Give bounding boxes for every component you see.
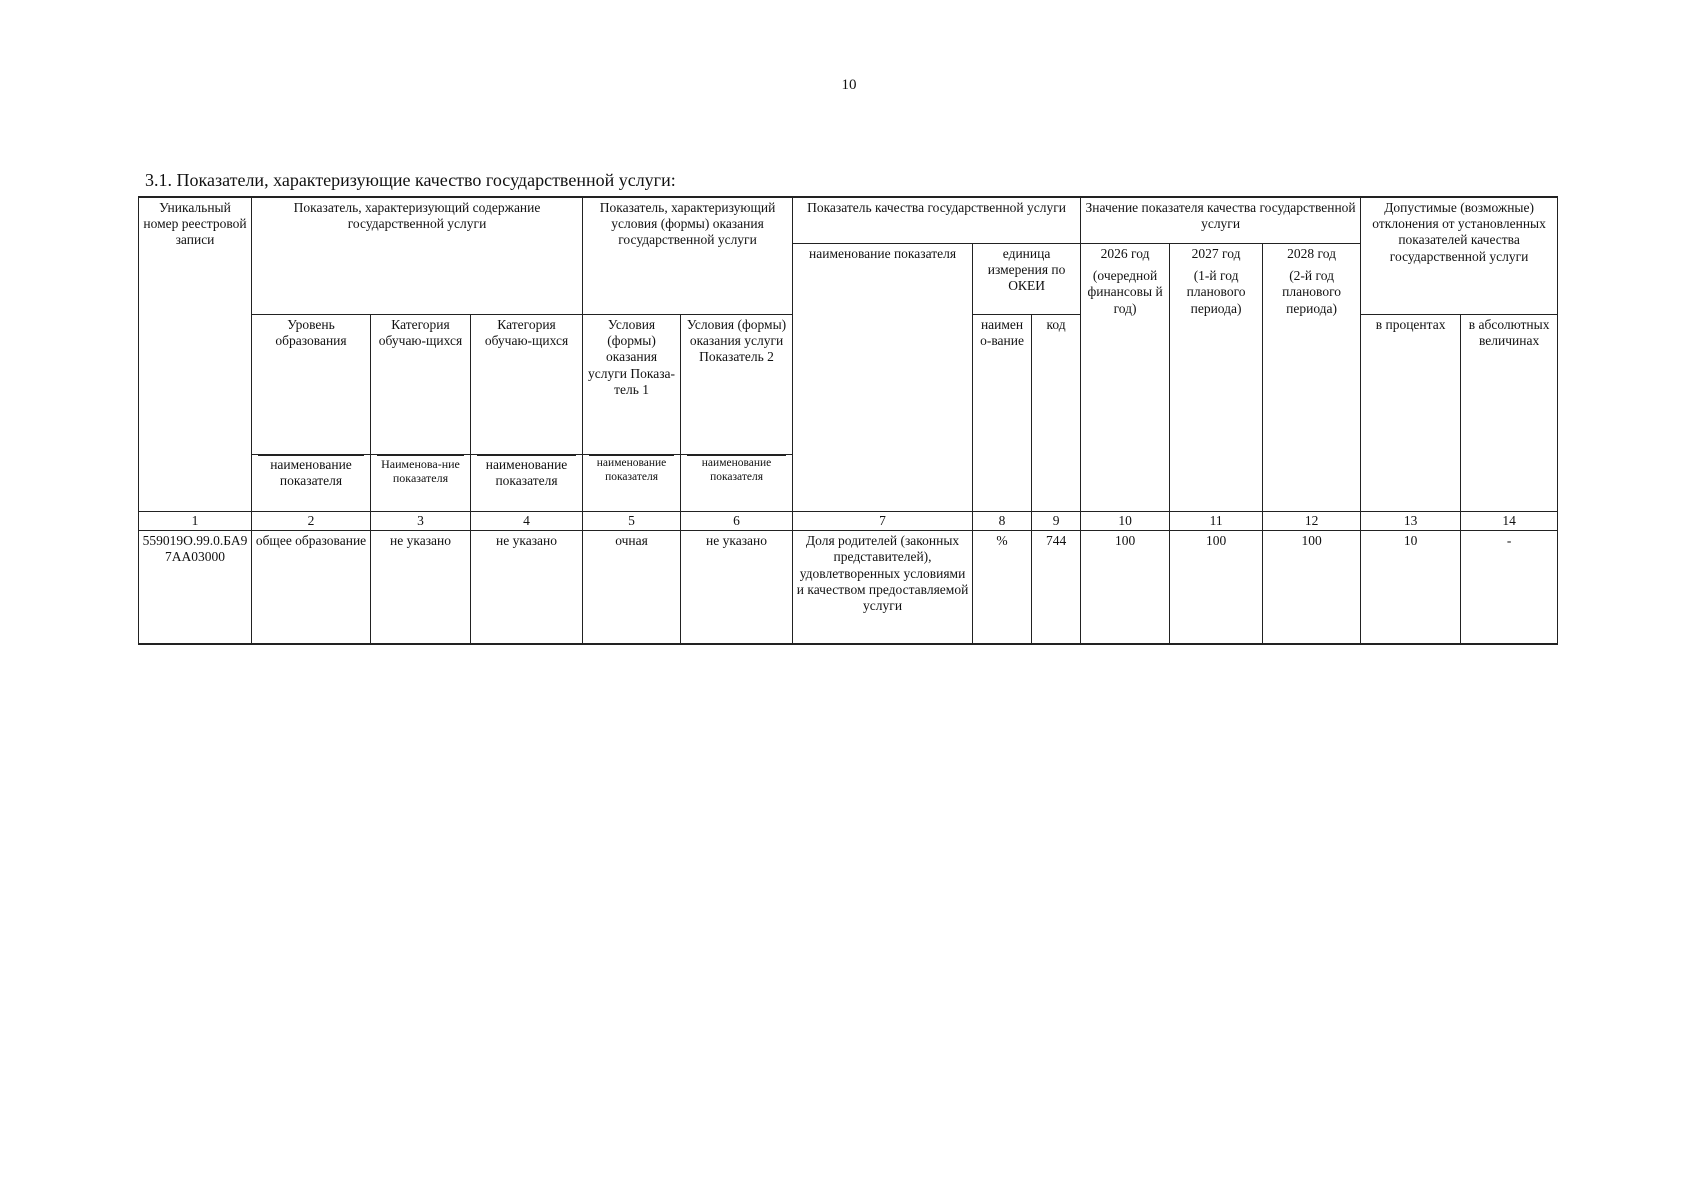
level-cell: общее образование — [252, 531, 371, 645]
header-content-indicator: Показатель, характеризующий содержание государственной услуги — [252, 197, 583, 315]
header-okei-name: наимен о-вание — [973, 315, 1032, 512]
name-col5: наименование показателя — [583, 455, 681, 512]
year-2027-note: (1-й год планового периода) — [1186, 268, 1246, 316]
category-2-cell: не указано — [471, 531, 583, 645]
page-number: 10 — [841, 77, 857, 93]
column-number: 8 — [973, 512, 1032, 531]
value-2026-cell: 100 — [1081, 531, 1170, 645]
column-number: 11 — [1170, 512, 1263, 531]
header-row-1 — [139, 197, 1558, 244]
registry-number-cell: 559019О.99.0.БА97АА03000 — [139, 531, 252, 645]
condition-1-cell: очная — [583, 531, 681, 645]
header-year-2027 — [1170, 244, 1263, 512]
column-number: 13 — [1361, 512, 1461, 531]
header-category-students-1: Категория обучаю-щихся — [371, 315, 471, 455]
section-title: 3.1. Показатели, характеризующие качество государственной услуги: — [145, 170, 676, 190]
quality-indicators-table — [138, 196, 1558, 645]
code-cell: 744 — [1032, 531, 1081, 645]
indicator-cell: Доля родителей (законных представителей), удовлетворенных условиями и качеством предоставляемой услуги — [793, 531, 973, 645]
column-number: 10 — [1081, 512, 1170, 531]
header-level-education: Уровень образования — [252, 315, 371, 455]
header-unit-okei: единица измерения по ОКЕИ — [973, 244, 1081, 315]
column-number: 6 — [681, 512, 793, 531]
column-number: 7 — [793, 512, 973, 531]
header-conditions-indicator: Показатель, характеризующий условия (формы) оказания государственной услуги — [583, 197, 793, 315]
header-deviation-percent: в процентах — [1361, 315, 1461, 512]
year-2028-label: 2028 год — [1287, 246, 1336, 261]
column-number: 12 — [1263, 512, 1361, 531]
deviation-percent-cell: 10 — [1361, 531, 1461, 645]
year-2028-note: (2-й год планового периода) — [1282, 268, 1342, 316]
column-number: 5 — [583, 512, 681, 531]
header-indicator-name: наименование показателя — [793, 244, 973, 512]
name-col3: Наименова-ние показателя — [371, 455, 471, 512]
column-number: 3 — [371, 512, 471, 531]
header-conditions-1: Условия (формы) оказания услуги Показа-тель 1 — [583, 315, 681, 455]
unit-cell: % — [973, 531, 1032, 645]
header-conditions-2: Условия (формы) оказания услуги Показатель 2 — [681, 315, 793, 455]
column-number: 4 — [471, 512, 583, 531]
header-allowed-deviations: Допустимые (возможные) отклонения от установленных показателей качества государственной услуги — [1361, 197, 1558, 315]
deviation-absolute-cell: - — [1461, 531, 1558, 645]
column-number: 14 — [1461, 512, 1558, 531]
condition-2-cell: не указано — [681, 531, 793, 645]
column-number: 2 — [252, 512, 371, 531]
year-2026-label: 2026 год — [1100, 246, 1150, 261]
year-2026-note: (очередной финансовы й год) — [1087, 268, 1163, 316]
header-category-students-2: Категория обучаю-щихся — [471, 315, 583, 455]
header-year-2028 — [1263, 244, 1361, 512]
column-numbers-row — [139, 512, 1558, 531]
column-number: 9 — [1032, 512, 1081, 531]
value-2027-cell: 100 — [1170, 531, 1263, 645]
column-number: 1 — [139, 512, 252, 531]
category-1-cell: не указано — [371, 531, 471, 645]
header-okei-code: код — [1032, 315, 1081, 512]
header-year-2026 — [1081, 244, 1170, 512]
name-col2: наименование показателя — [252, 455, 371, 512]
name-col4: наименование показателя — [471, 455, 583, 512]
value-2028-cell: 100 — [1263, 531, 1361, 645]
header-unique-number: Уникальный номер реестровой записи — [139, 197, 252, 512]
year-2027-label: 2027 год — [1191, 246, 1241, 261]
header-deviation-absolute: в абсолютных величинах — [1461, 315, 1558, 512]
header-quality-value: Значение показателя качества государственной услуги — [1081, 197, 1361, 244]
table-row — [139, 531, 1558, 645]
name-col6: наименование показателя — [681, 455, 793, 512]
header-quality-indicator: Показатель качества государственной услуги — [793, 197, 1081, 244]
